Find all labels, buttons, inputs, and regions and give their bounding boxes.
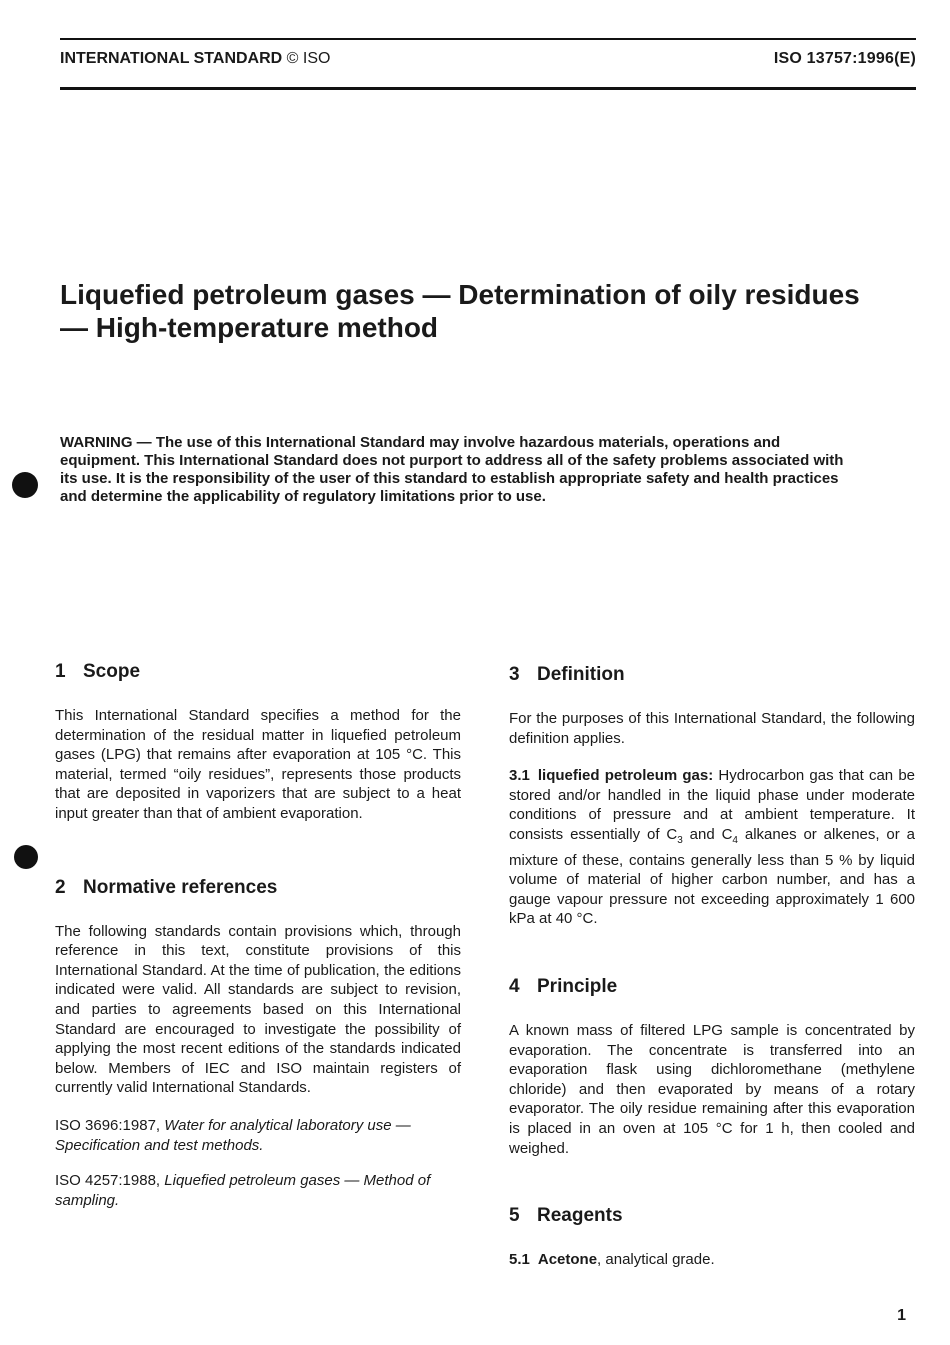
reference-item: ISO 4257:1988, Liquefied petroleum gases — Method of sampling. bbox=[55, 1172, 431, 1209]
principle-paragraph: A known mass of filtered LPG sample is concentrated by evaporation. The concentrate is transferred into an evaporation flask using dichloromethane (methylene chloride) and then evaporated by means of a rotary evaporator. The oily residue remaining after this evaporation is placed in an oven at 105 °C for 1 h, then cooled and weighed. bbox=[509, 1021, 915, 1157]
document-title: Liquefied petroleum gases — Determination of oily residues — High-temperature method bbox=[60, 279, 860, 343]
header-top-rule bbox=[60, 38, 916, 40]
header-left bbox=[60, 50, 330, 68]
section-heading-scope: 1 Scope bbox=[55, 661, 141, 682]
header-document-number: ISO 13757:1996(E) bbox=[773, 50, 916, 67]
warning-lead: WARNING bbox=[60, 434, 133, 451]
reference-item: ISO 3696:1987, Water for analytical laboratory use — Specification and test methods. bbox=[55, 1116, 411, 1154]
section-heading-normative-references: 2 Normative references bbox=[55, 876, 278, 898]
section-heading-reagents: 5 Reagents bbox=[509, 1205, 623, 1227]
definition-intro: For the purposes of this International Standard, the following definition applies. bbox=[509, 710, 915, 747]
header-bottom-rule bbox=[60, 87, 916, 90]
punch-hole-marker bbox=[12, 472, 38, 498]
warning-notice bbox=[60, 434, 860, 506]
header-standard-label: INTERNATIONAL STANDARD bbox=[60, 50, 283, 67]
warning-text: — The use of this International Standard may involve hazardous materials, operations and equipment. This International Standard does not purport to address all of the safety problems associated with its use. It is the responsibility of the user of this standard to establish appropriate safety and health practices and determine the applicability of regulatory limitations prior to use. bbox=[60, 434, 844, 505]
reagent-item: 5.1 Acetone, analytical grade. bbox=[509, 1251, 715, 1269]
section-heading-principle: 4 Principle bbox=[509, 975, 618, 997]
left-column bbox=[55, 660, 461, 1226]
punch-hole-marker bbox=[14, 845, 38, 869]
normative-paragraph: The following standards contain provisions which, through reference in this text, constitute provisions of this International Standard. At the time of publication, the editions indicated were valid. All standards are subject to revision, and parties to agreements based on this International Standard are encouraged to investigate the possibility of applying the most recent editions of the standards indicated below. Members of IEC and ISO maintain registers of currently valid International Standards. bbox=[55, 922, 461, 1097]
right-column bbox=[509, 663, 915, 1288]
section-heading-definition: 3 Definition bbox=[509, 664, 625, 685]
definition-item: 3.1 liquefied petroleum gas: Hydrocarbon gas that can be stored and/or handled in the liquid phase under moderate conditions of pressure and at ambient temperature. It consists essentially of $C_3$ and $C_4$ alkanes or alkenes, or a mixture of these, contains generally less than 5 % by liquid volume of material of higher carbon number, and has a gauge vapour pressure not exceeding approximately 1 600 kPa at 40 °C. bbox=[509, 767, 916, 928]
page-number: 1 bbox=[897, 1307, 906, 1324]
scope-paragraph: This International Standard specifies a method for the determination of the residual matter in liquefied petroleum gases (LPG) that remains after evaporation at 105 °C. This material, termed “oily residues”, represents those products that are deposited in vaporizers that are subject to a heat input greater than that of ambient evaporation. bbox=[55, 707, 461, 822]
header-copyright: © ISO bbox=[286, 50, 331, 67]
